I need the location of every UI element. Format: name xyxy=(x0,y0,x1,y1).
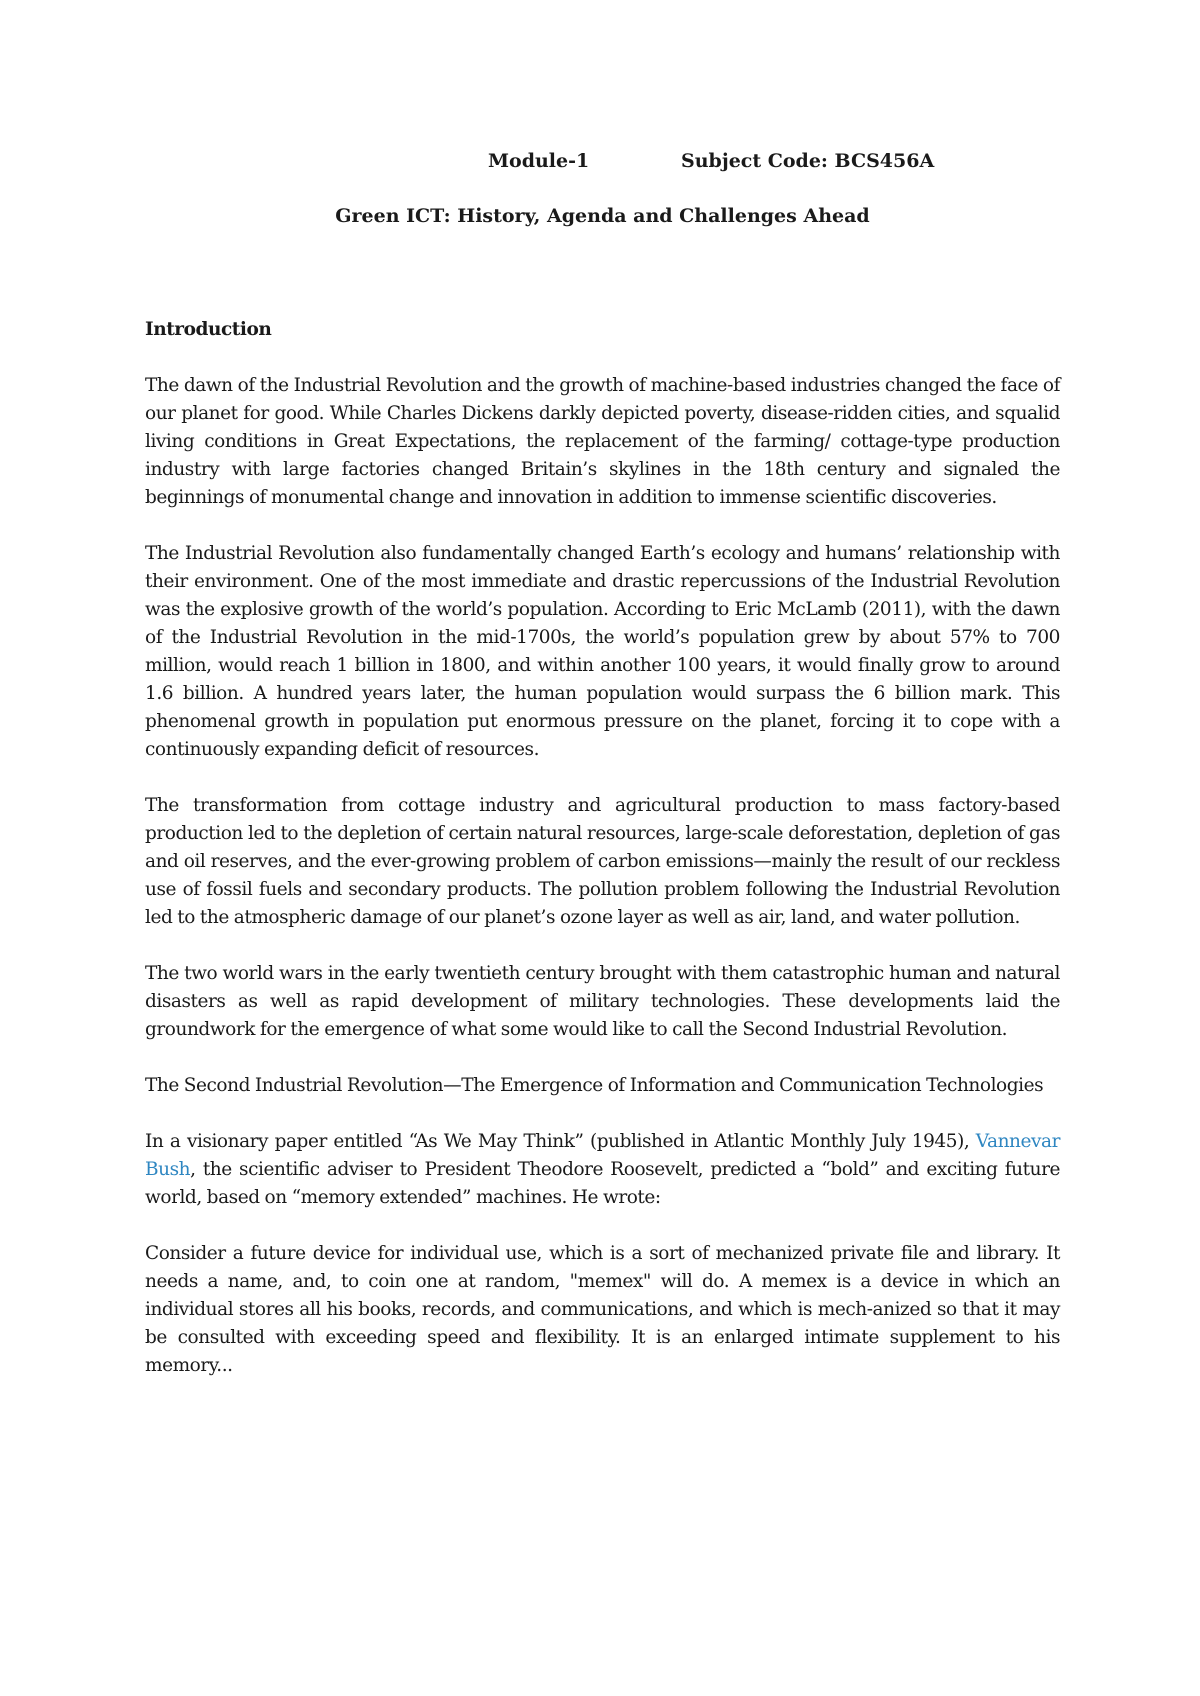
module-label: Module-1 xyxy=(488,150,590,172)
memex-quote: Consider a future device for individual use, which is a sort of mechanized private file and library. It needs a name, and, to coin one at random, "memex" will do. A memex is a device in which an individual stores all his books, records, and communications, and which is mech-anized so that it may be consulted with exceeding speed and flexibility. It is an enlarged intimate supplement to his memory... xyxy=(145,1243,1060,1376)
intro-paragraph-2: The Industrial Revolution also fundamentally changed Earth’s ecology and humans’ relationship with their environment. One of the most immediate and drastic repercussions of the Industrial Revolution was the explosive growth of the world’s population. According to Eric McLamb (2011), with the dawn of the Industrial Revolution in the mid-1700s, the world’s population grew by about 57% to 700 million, would reach 1 billion in 1800, and within another 100 years, it would finally grow to around 1.6 billion. A hundred years later, the human population would surpass the 6 billion mark. This phenomenal growth in population put enormous pressure on the planet, forcing it to cope with a continuously expanding deficit of resources. xyxy=(145,543,1060,760)
bush-paragraph xyxy=(145,1128,1060,1212)
intro-paragraph-4: The two world wars in the early twentieth century brought with them catastrophic human and natural disasters as well as rapid development of military technologies. These developments laid the groundwork for the emergence of what some would like to call the Second Industrial Revolution. xyxy=(145,963,1060,1040)
document-title: Green ICT: History, Agenda and Challenges Ahead xyxy=(335,205,870,227)
intro-paragraph-3: The transformation from cottage industry and agricultural production to mass factory-based production led to the depletion of certain natural resources, large-scale deforestation, depletion of gas and oil reserves, and the ever-growing problem of carbon emissions—mainly the result of our reckless use of fossil fuels and secondary products. The pollution problem following the Industrial Revolution led to the atmospheric damage of our planet’s ozone layer as well as air, land, and water pollution. xyxy=(145,795,1060,928)
introduction-heading: Introduction xyxy=(145,319,272,340)
subject-code-label: Subject Code: BCS456A xyxy=(681,150,935,172)
intro-paragraph-1: The dawn of the Industrial Revolution and the growth of machine-based industries changed the face of our planet for good. While Charles Dickens darkly depicted poverty, disease-ridden cities, and squalid living conditions in Great Expectations, the replacement of the farming/ cottage-type production industry with large factories changed Britain’s skylines in the 18th century and signaled the beginnings of monumental change and innovation in addition to immense scientific discoveries. xyxy=(145,375,1060,508)
bush-paragraph-text-start: In a visionary paper entitled “As We May Think” (published in Atlantic Monthly July 1945), xyxy=(145,1131,976,1152)
header-line xyxy=(0,148,1200,174)
second-revolution-heading: The Second Industrial Revolution—The Emergence of Information and Communication Technologies xyxy=(145,1075,1044,1096)
document-body xyxy=(145,316,1060,1408)
vannevar-bush-link[interactable]: Vannevar Bush xyxy=(145,1131,1060,1180)
bush-paragraph-text-end: , the scientific adviser to President Theodore Roosevelt, predicted a “bold” and exciting future world, based on “memory extended” machines. He wrote: xyxy=(145,1159,1060,1208)
